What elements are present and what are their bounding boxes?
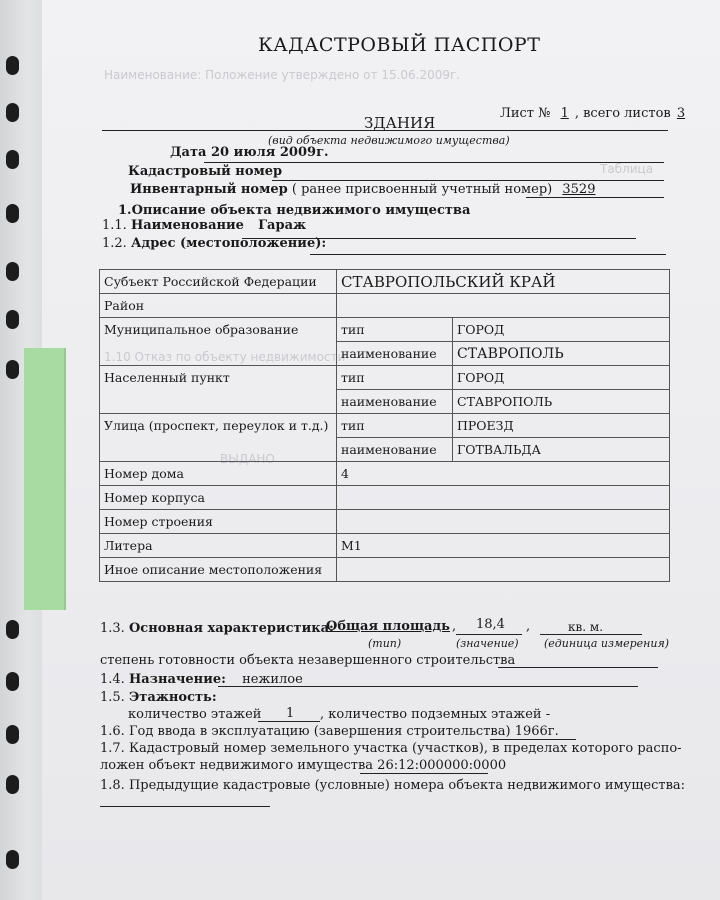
- binder-hole: [6, 850, 19, 869]
- litera-value: М1: [337, 534, 670, 558]
- cadastral-number-label: Кадастровый номер: [128, 164, 283, 179]
- item-1-3-row: [100, 621, 334, 636]
- binder-hole: [6, 725, 19, 744]
- inventory-row: [130, 182, 595, 197]
- structure-value: [337, 510, 670, 534]
- section-1-title: 1.Описание объекта недвижимого имущества: [118, 203, 471, 218]
- underline: [360, 773, 488, 774]
- other-value: [337, 558, 670, 582]
- settlement-label: Населенный пункт: [100, 366, 337, 414]
- name-label: наименование: [337, 438, 453, 462]
- object-type-value: ЗДАНИЯ: [364, 114, 436, 132]
- street-type: ПРОЕЗД: [453, 414, 670, 438]
- bleed-through-text: Наименование: Положение утверждено от 15.06.2009г.: [104, 68, 461, 82]
- sheet-num-label: Лист №: [500, 106, 551, 121]
- house-label: Номер дома: [100, 462, 337, 486]
- readiness-label: степень готовности объекта незавершенного строительства: [100, 653, 516, 668]
- item-1-1-value: Гараж: [258, 218, 307, 233]
- table-row: [100, 558, 670, 582]
- item-1-2-row: [102, 236, 326, 251]
- inventory-label: Инвентарный номер: [130, 182, 288, 197]
- settlement-type: ГОРОД: [453, 366, 670, 390]
- underline: [258, 721, 320, 722]
- binder-hole: [6, 310, 19, 329]
- table-row: [100, 462, 670, 486]
- comma: ,: [452, 619, 457, 634]
- municipal-type: ГОРОД: [453, 318, 670, 342]
- bleed-through-text: Таблица: [600, 162, 654, 176]
- item-1-7-row2: [100, 758, 506, 773]
- name-label: наименование: [337, 342, 453, 366]
- bleed-through-text: ВЫДАНО: [220, 452, 275, 466]
- binder-hole: [6, 360, 19, 379]
- subject-value: СТАВРОПОЛЬСКИЙ КРАЙ: [337, 270, 670, 294]
- underline: [490, 739, 576, 740]
- underline: [456, 634, 522, 635]
- type-label: тип: [337, 366, 453, 390]
- page-title: КАДАСТРОВЫЙ ПАСПОРТ: [258, 34, 541, 56]
- item-1-5-row: [100, 690, 217, 705]
- binder-hole: [6, 56, 19, 75]
- municipal-name: СТАВРОПОЛЬ: [453, 342, 670, 366]
- item-1-5-num: 1.5.: [100, 690, 125, 705]
- floors-label: количество этажей: [128, 707, 262, 722]
- floors-value: 1: [286, 706, 295, 721]
- item-1-4-num: 1.4.: [100, 672, 125, 687]
- item-1-3-hint-unit: (единица измерения): [544, 637, 670, 650]
- table-row: [100, 270, 670, 294]
- house-value: 4: [337, 462, 670, 486]
- district-label: Район: [100, 294, 337, 318]
- item-1-7-line1: 1.7. Кадастровый номер земельного участка (участков), в пределах которого распо-: [100, 741, 682, 756]
- item-1-2-label: Адрес (местоположение):: [130, 236, 327, 251]
- item-1-3-unit: кв. м.: [568, 620, 604, 634]
- binder-hole: [6, 103, 19, 122]
- binder-hole: [6, 204, 19, 223]
- underline: [204, 162, 664, 163]
- bleed-through-text: 1.10 Отказ по объекту недвижимости: [104, 350, 346, 364]
- item-1-4-row: [100, 672, 303, 687]
- underline: [100, 806, 270, 807]
- item-1-1-row: [102, 218, 306, 233]
- type-label: тип: [337, 414, 453, 438]
- district-value: [337, 294, 670, 318]
- table-row: [100, 366, 670, 390]
- binder-hole: [6, 150, 19, 169]
- comma: ,: [526, 619, 531, 634]
- table-row: [100, 510, 670, 534]
- municipal-label: Муниципальное образование: [100, 318, 337, 366]
- subject-label: Субъект Российской Федерации: [100, 270, 337, 294]
- table-row: [100, 318, 670, 342]
- table-row: [100, 534, 670, 558]
- item-1-6-text: 1.6. Год ввода в эксплуатацию (завершения строительства): [100, 724, 511, 739]
- item-1-2-num: 1.2.: [102, 236, 127, 251]
- item-1-3-type: Общая площадь: [326, 619, 450, 634]
- item-1-4-label: Назначение:: [128, 672, 226, 687]
- item-1-4-value: нежилое: [242, 672, 303, 687]
- table-row: [100, 486, 670, 510]
- item-1-3-hint-type: (тип): [368, 637, 402, 650]
- item-1-7-line2: ложен объект недвижимого имущества: [100, 758, 374, 773]
- binder-hole: [6, 775, 19, 794]
- table-row: [100, 294, 670, 318]
- date-label: Дата: [170, 145, 207, 160]
- green-index-tab: [24, 348, 66, 610]
- item-1-1-num: 1.1.: [102, 218, 127, 233]
- item-1-3-num: 1.3.: [100, 621, 125, 636]
- binder-hole: [6, 620, 19, 639]
- date-value: 20 июля 2009г.: [211, 145, 329, 160]
- date-row: [170, 145, 329, 160]
- structure-label: Номер строения: [100, 510, 337, 534]
- item-1-6-row: [100, 724, 559, 739]
- sheet-total-value: 3: [676, 106, 686, 121]
- underline: [540, 634, 642, 635]
- item-1-3-value: 18,4: [476, 617, 505, 632]
- underline: [310, 254, 666, 255]
- underground-label: , количество подземных этажей -: [320, 707, 551, 722]
- underline: [218, 686, 638, 687]
- sheet-number-row: [500, 106, 687, 121]
- binder-hole: [6, 262, 19, 281]
- item-1-7-value: 26:12:000000:0000: [377, 758, 507, 773]
- table-row: [100, 414, 670, 438]
- name-label: наименование: [337, 390, 453, 414]
- underline: [498, 667, 658, 668]
- settlement-name: СТАВРОПОЛЬ: [453, 390, 670, 414]
- underline: [272, 180, 664, 181]
- sheet-total-label: , всего листов: [574, 106, 671, 121]
- litera-label: Литера: [100, 534, 337, 558]
- item-1-3-hint-value: (значение): [456, 637, 519, 650]
- building-label: Номер корпуса: [100, 486, 337, 510]
- inventory-hint: ( ранее присвоенный учетный номер): [291, 182, 553, 197]
- item-1-1-label: Наименование: [130, 218, 244, 233]
- item-1-8-text: 1.8. Предыдущие кадастровые (условные) номера объекта недвижимого имущества:: [100, 778, 686, 793]
- item-1-5-label: Этажность:: [128, 690, 217, 705]
- item-1-3-label: Основная характеристика:: [128, 621, 334, 636]
- other-label: Иное описание местоположения: [100, 558, 337, 582]
- item-1-6-value: 1966г.: [514, 724, 559, 739]
- floors-row: [128, 707, 261, 722]
- address-table: [99, 269, 670, 582]
- type-label: тип: [337, 318, 453, 342]
- street-name: ГОТВАЛЬДА: [453, 438, 670, 462]
- building-value: [337, 486, 670, 510]
- object-type-hint: (вид объекта недвижимого имущества): [268, 134, 510, 147]
- street-label: Улица (проспект, переулок и т.д.): [100, 414, 337, 462]
- underline: [526, 197, 664, 198]
- inventory-value: 3529: [562, 182, 596, 197]
- binder-hole: [6, 672, 19, 691]
- sheet-num-value: 1: [560, 106, 569, 121]
